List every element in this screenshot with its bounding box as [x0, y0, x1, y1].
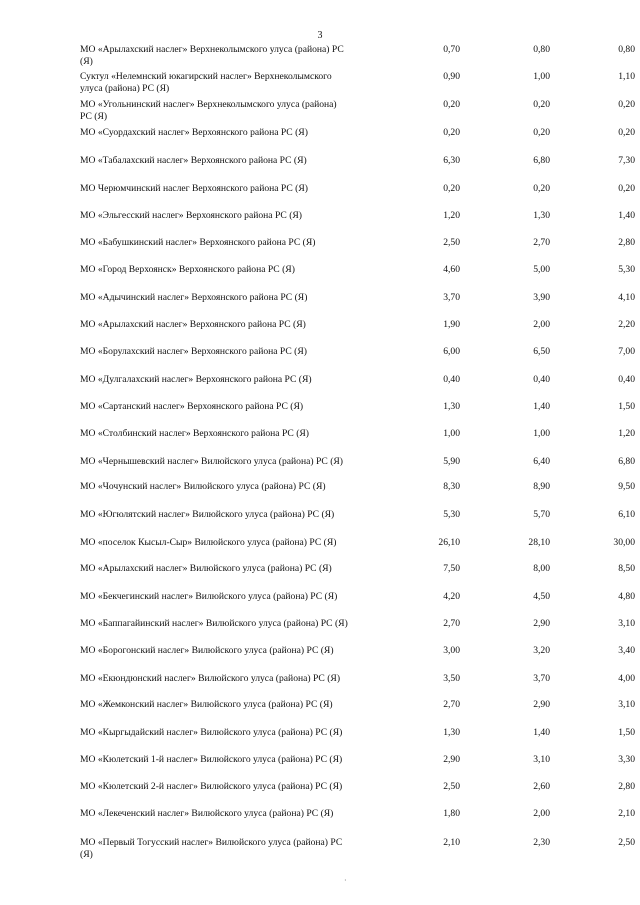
value-col-1: 4,20 — [443, 591, 460, 602]
value-col-1: 6,00 — [443, 346, 460, 357]
row-name: МО «Борогонский наслег» Вилюйского улуса (района) РС (Я) — [80, 645, 334, 656]
row-name: МО «Сартанский наслег» Верхоянского района РС (Я) — [80, 401, 304, 412]
value-col-1: 0,20 — [443, 183, 460, 194]
value-col-1: 6,30 — [443, 155, 460, 166]
value-col-1: 0,20 — [443, 127, 460, 138]
value-col-3: 2,10 — [618, 808, 635, 819]
value-col-3: 0,20 — [618, 99, 635, 110]
value-col-1: 2,10 — [443, 837, 460, 848]
value-col-3: 7,30 — [618, 155, 635, 166]
row-name: МО «Угольнинский наслег» Верхнеколымского улуса (района) РС (Я) — [80, 99, 337, 122]
row-name: МО «Город Верхоянск» Верхоянского района РС (Я) — [80, 264, 295, 275]
value-col-3: 1,50 — [618, 727, 635, 738]
row-name: МО «Кюлетский 1-й наслег» Вилюйского улуса (района) РС (Я) — [80, 754, 343, 765]
row-name: МО Черюмчинский наслег Верхоянского района РС (Я) — [80, 183, 308, 194]
row-name: МО «Арылахский наслег» Вилюйского улуса (района) РС (Я) — [80, 563, 332, 574]
row-name: МО «поселок Кысыл-Сыр» Вилюйского улуса (района) РС (Я) — [80, 537, 337, 548]
value-col-3: 1,50 — [618, 401, 635, 412]
value-col-2: 6,40 — [533, 456, 550, 467]
value-col-1: 0,40 — [443, 374, 460, 385]
row-name: МО «Кюлетский 2-й наслег» Вилюйского улуса (района) РС (Я) — [80, 781, 343, 792]
value-col-3: 4,80 — [618, 591, 635, 602]
value-col-2: 0,80 — [533, 44, 550, 55]
scan-speck: · — [344, 876, 347, 885]
value-col-3: 6,10 — [618, 509, 635, 520]
value-col-2: 0,20 — [533, 183, 550, 194]
value-col-2: 2,60 — [533, 781, 550, 792]
value-col-1: 2,70 — [443, 618, 460, 629]
value-col-2: 1,00 — [533, 428, 550, 439]
value-col-3: 0,20 — [618, 183, 635, 194]
value-col-2: 2,90 — [533, 699, 550, 710]
value-col-1: 4,60 — [443, 264, 460, 275]
value-col-2: 8,90 — [533, 481, 550, 492]
value-col-1: 2,50 — [443, 781, 460, 792]
value-col-2: 1,40 — [533, 727, 550, 738]
value-col-2: 1,40 — [533, 401, 550, 412]
row-name: МО «Баппагайинский наслег» Вилюйского улуса (района) РС (Я) — [80, 618, 348, 629]
value-col-1: 2,70 — [443, 699, 460, 710]
row-name: МО «Кыргыдайский наслег» Вилюйского улуса (района) РС (Я) — [80, 727, 343, 738]
row-name: МО «Суордахский наслег» Верхоянского района РС (Я) — [80, 127, 308, 138]
row-name: МО «Бабушкинский наслег» Верхоянского района РС (Я) — [80, 237, 316, 248]
value-col-2: 28,10 — [528, 537, 550, 548]
value-col-3: 9,50 — [618, 481, 635, 492]
value-col-3: 4,10 — [618, 292, 635, 303]
row-name: МО «Лекеченский наслег» Вилюйского улуса (района) РС (Я) — [80, 808, 334, 819]
row-name: МО «Жемконский наслег» Вилюйского улуса (района) РС (Я) — [80, 699, 333, 710]
value-col-1: 7,50 — [443, 563, 460, 574]
row-name: МО «Чочунский наслег» Вилюйского улуса (района) РС (Я) — [80, 481, 326, 492]
value-col-2: 0,40 — [533, 374, 550, 385]
value-col-1: 0,70 — [443, 44, 460, 55]
value-col-3: 30,00 — [613, 537, 635, 548]
value-col-2: 2,70 — [533, 237, 550, 248]
row-name: МО «Эльгесский наслег» Верхоянского района РС (Я) — [80, 210, 302, 221]
value-col-3: 5,30 — [618, 264, 635, 275]
row-name: МО «Столбинский наслег» Верхоянского района РС (Я) — [80, 428, 309, 439]
value-col-2: 1,00 — [533, 71, 550, 82]
value-col-2: 4,50 — [533, 591, 550, 602]
row-name: МО «Чернышевский наслег» Вилюйского улуса (района) РС (Я) — [80, 456, 343, 467]
value-col-1: 1,80 — [443, 808, 460, 819]
row-name: МО «Бекчегинский наслег» Вилюйского улуса (района) РС (Я) — [80, 591, 338, 602]
row-name: Суктул «Нелемнский юкагирский наслег» Верхнеколымского улуса (района) РС (Я) — [80, 71, 332, 94]
value-col-3: 3,30 — [618, 754, 635, 765]
value-col-1: 0,90 — [443, 71, 460, 82]
value-col-1: 0,20 — [443, 99, 460, 110]
value-col-3: 2,20 — [618, 319, 635, 330]
value-col-1: 3,50 — [443, 673, 460, 684]
value-col-1: 26,10 — [438, 537, 460, 548]
value-col-2: 6,80 — [533, 155, 550, 166]
value-col-2: 3,10 — [533, 754, 550, 765]
row-name: МО «Табалахский наслег» Верхоянского района РС (Я) — [80, 155, 307, 166]
value-col-3: 0,40 — [618, 374, 635, 385]
value-col-2: 3,20 — [533, 645, 550, 656]
value-col-2: 0,20 — [533, 99, 550, 110]
value-col-1: 2,90 — [443, 754, 460, 765]
row-name: МО «Борулахский наслег» Верхоянского района РС (Я) — [80, 346, 307, 357]
value-col-1: 5,90 — [443, 456, 460, 467]
row-name: МО «Арылахский наслег» Верхоянского района РС (Я) — [80, 319, 306, 330]
row-name: МО «Югюлятский наслег» Вилюйского улуса (района) РС (Я) — [80, 509, 335, 520]
value-col-3: 3,10 — [618, 618, 635, 629]
value-col-3: 6,80 — [618, 456, 635, 467]
value-col-2: 8,00 — [533, 563, 550, 574]
value-col-2: 5,00 — [533, 264, 550, 275]
value-col-2: 0,20 — [533, 127, 550, 138]
row-name: МО «Арылахский наслег» Верхнеколымского улуса (района) РС (Я) — [80, 44, 344, 67]
value-col-3: 8,50 — [618, 563, 635, 574]
value-col-2: 2,30 — [533, 837, 550, 848]
value-col-3: 1,20 — [618, 428, 635, 439]
value-col-3: 1,40 — [618, 210, 635, 221]
row-name: МО «Первый Тогусский наслег» Вилюйского улуса (района) РС (Я) — [80, 837, 343, 860]
page-number: 3 — [317, 30, 323, 41]
value-col-1: 1,00 — [443, 428, 460, 439]
value-col-3: 7,00 — [618, 346, 635, 357]
value-col-3: 2,80 — [618, 237, 635, 248]
value-col-3: 4,00 — [618, 673, 635, 684]
value-col-2: 3,90 — [533, 292, 550, 303]
value-col-2: 2,00 — [533, 319, 550, 330]
row-name: МО «Дулгалахский наслег» Верхоянского района РС (Я) — [80, 374, 312, 385]
value-col-3: 2,50 — [618, 837, 635, 848]
value-col-1: 3,70 — [443, 292, 460, 303]
value-col-1: 3,00 — [443, 645, 460, 656]
value-col-3: 0,80 — [618, 44, 635, 55]
value-col-3: 2,80 — [618, 781, 635, 792]
value-col-1: 1,30 — [443, 401, 460, 412]
value-col-1: 1,90 — [443, 319, 460, 330]
value-col-2: 6,50 — [533, 346, 550, 357]
value-col-1: 5,30 — [443, 509, 460, 520]
row-name: МО «Адычинский наслег» Верхоянского района РС (Я) — [80, 292, 308, 303]
value-col-3: 3,40 — [618, 645, 635, 656]
value-col-2: 1,30 — [533, 210, 550, 221]
value-col-1: 2,50 — [443, 237, 460, 248]
value-col-2: 2,00 — [533, 808, 550, 819]
row-name: МО «Екюндюнский наслег» Вилюйского улуса (района) РС (Я) — [80, 673, 341, 684]
value-col-3: 1,10 — [618, 71, 635, 82]
value-col-1: 1,30 — [443, 727, 460, 738]
value-col-2: 5,70 — [533, 509, 550, 520]
value-col-3: 0,20 — [618, 127, 635, 138]
value-col-1: 1,20 — [443, 210, 460, 221]
value-col-2: 3,70 — [533, 673, 550, 684]
value-col-2: 2,90 — [533, 618, 550, 629]
value-col-3: 3,10 — [618, 699, 635, 710]
value-col-1: 8,30 — [443, 481, 460, 492]
